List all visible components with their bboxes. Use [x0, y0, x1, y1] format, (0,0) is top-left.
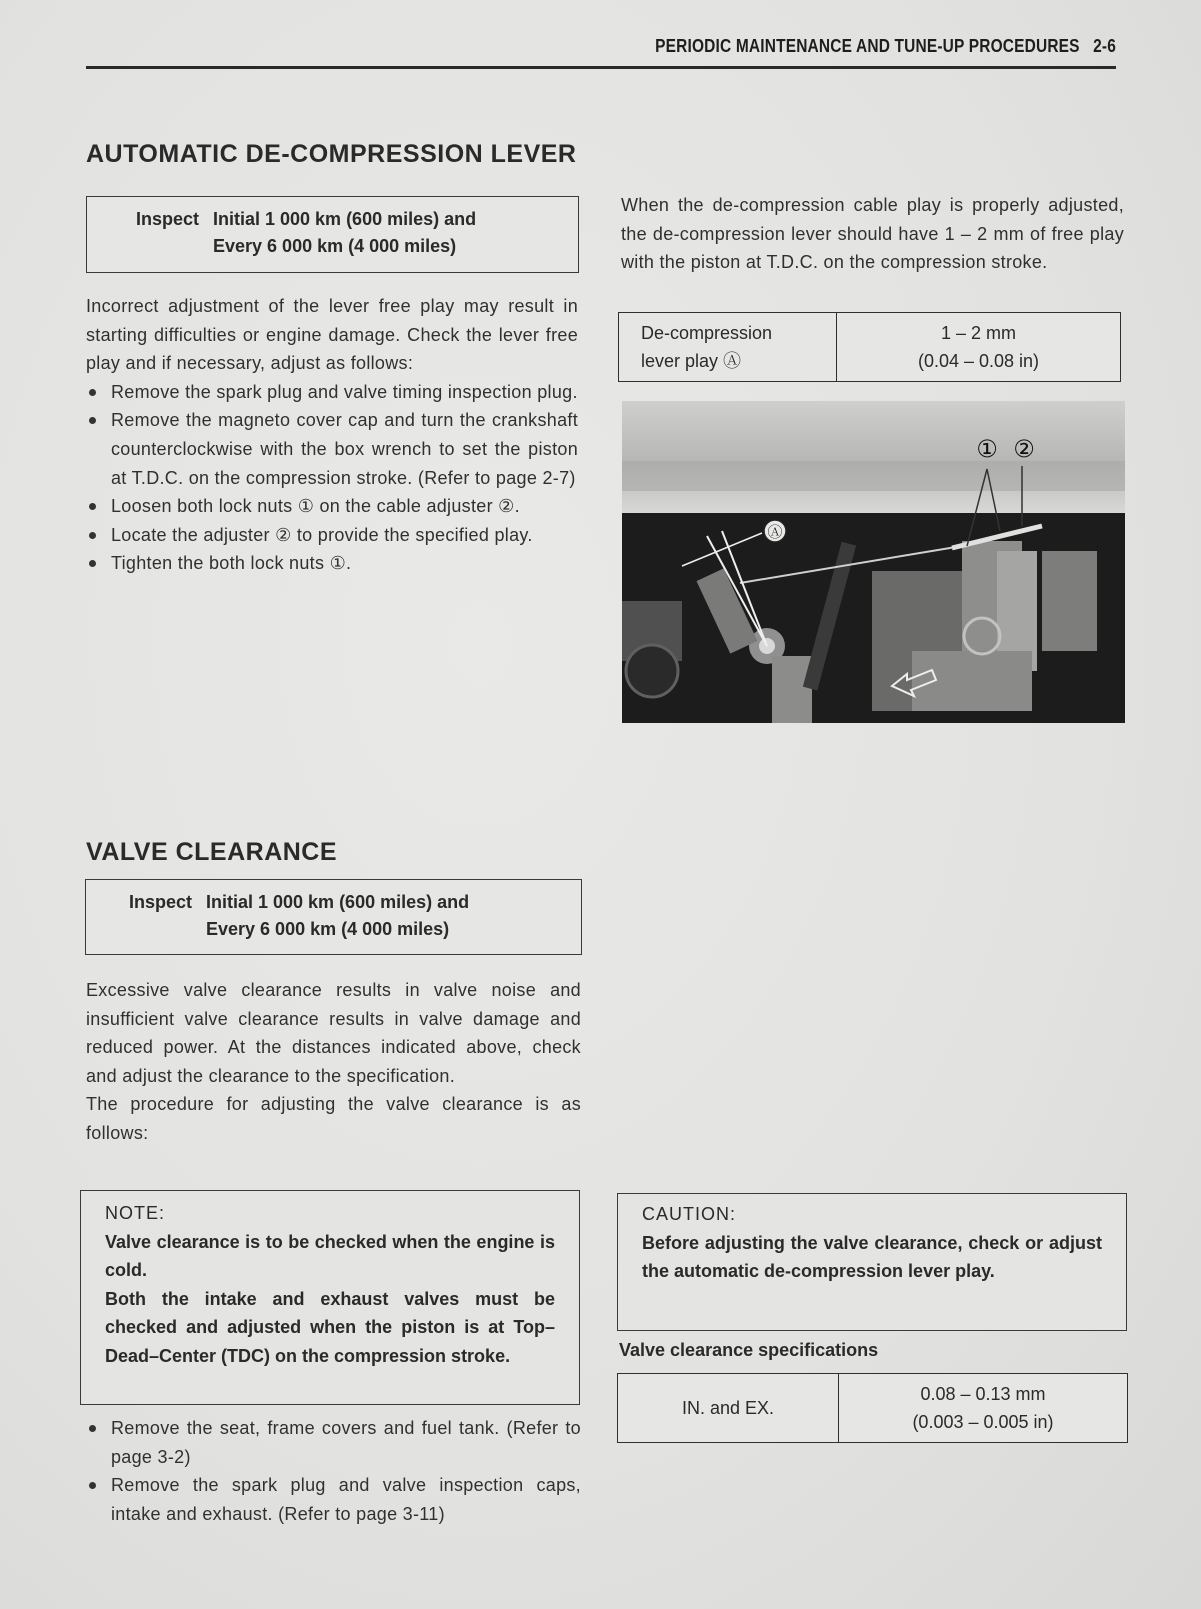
valve-spec-caption: Valve clearance specifications: [619, 1340, 879, 1360]
valve-intro-paragraph: Excessive valve clearance results in valve noise and insufficient valve clearance results in valve damage and reduced power. At the distances indicated above, check and adjust the clearance to the specification.: [86, 980, 581, 1086]
decompression-lever-photo: [622, 401, 1125, 723]
note-body-1: Valve clearance is to be checked when the engine is cold.: [105, 1231, 555, 1281]
spec-value-cell: 1 – 2 mm (0.04 – 0.08 in): [837, 313, 1121, 382]
caution-body: Before adjusting the valve clearance, check or adjust the automatic de-compression lever play.: [642, 1232, 1102, 1282]
decompression-spec-table: [618, 312, 1121, 382]
photo-label-1: ①: [976, 435, 998, 463]
photo-label-a: Ⓐ: [767, 523, 783, 541]
step-item: Remove the magneto cover cap and turn the crankshaft counterclockwise with the box wrench to set the piston at T.D.C. on the compression stroke. (Refer to page 2-7): [86, 406, 578, 492]
header-rule: [86, 66, 1116, 69]
spec-value-cell: 0.08 – 0.13 mm (0.003 – 0.005 in): [839, 1374, 1128, 1443]
note-title: NOTE:: [105, 1203, 166, 1223]
caution-title: CAUTION:: [642, 1204, 737, 1224]
valve-steps: [86, 1414, 581, 1528]
spec-label-cell: IN. and EX.: [618, 1374, 839, 1443]
valve-steps-block: [86, 1414, 581, 1528]
inspect-label: Inspect: [128, 892, 192, 912]
inspect-every: Every 6 000 km (4 000 miles): [213, 236, 457, 256]
caution-box: [617, 1193, 1127, 1331]
decompression-body: [86, 292, 578, 578]
table-row: [619, 313, 1121, 382]
inspect-label: Inspect: [135, 209, 199, 229]
decompression-right-text: When the de-compression cable play is properly adjusted, the de-compression lever should have 1 – 2 mm of free play with the piston at T.D.C. on the compression stroke.: [621, 195, 1124, 273]
header-title: PERIODIC MAINTENANCE AND TUNE-UP PROCEDURES: [655, 36, 1080, 56]
step-item: Tighten the both lock nuts ①.: [86, 549, 578, 578]
inspect-interval-box-decompression: [86, 196, 579, 273]
table-row: [618, 1374, 1128, 1443]
step-item: Locate the adjuster ② to provide the specified play.: [86, 521, 578, 550]
inspect-interval-box-valve: [85, 879, 582, 955]
section-heading-valve-clearance: VALVE CLEARANCE: [86, 838, 338, 866]
page-number: 2-6: [1093, 36, 1116, 56]
inspect-initial: Initial 1 000 km (600 miles) and: [206, 892, 470, 912]
valve-intro: [86, 976, 581, 1148]
valve-procedure-intro: The procedure for adjusting the valve clearance is as follows:: [86, 1094, 581, 1143]
section-heading-decompression: AUTOMATIC DE-COMPRESSION LEVER: [86, 140, 577, 168]
valve-spec-table: [617, 1373, 1128, 1443]
inspect-initial: Initial 1 000 km (600 miles) and: [213, 209, 477, 229]
note-box: [80, 1190, 580, 1405]
note-body-2: Both the intake and exhaust valves must be checked and adjusted when the piston is at Top–Dead–Center (TDC) on the compression stroke.: [105, 1288, 555, 1366]
step-item: Remove the seat, frame covers and fuel tank. (Refer to page 3-2): [86, 1414, 581, 1471]
step-item: Remove the spark plug and valve timing inspection plug.: [86, 378, 578, 407]
photo-label-2: ②: [1013, 435, 1035, 463]
step-item: Loosen both lock nuts ① on the cable adjuster ②.: [86, 492, 578, 521]
step-item: Remove the spark plug and valve inspection caps, intake and exhaust. (Refer to page 3-11): [86, 1471, 581, 1528]
decompression-intro: Incorrect adjustment of the lever free play may result in starting difficulties or engine damage. Check the lever free play and if necessary, adjust as follows:: [86, 296, 578, 374]
running-header: [230, 36, 1116, 57]
inspect-every: Every 6 000 km (4 000 miles): [206, 919, 450, 939]
engine-illustration: [622, 401, 1125, 723]
decompression-steps: [86, 378, 578, 578]
spec-label-cell: De-compression lever play Ⓐ: [619, 313, 837, 382]
